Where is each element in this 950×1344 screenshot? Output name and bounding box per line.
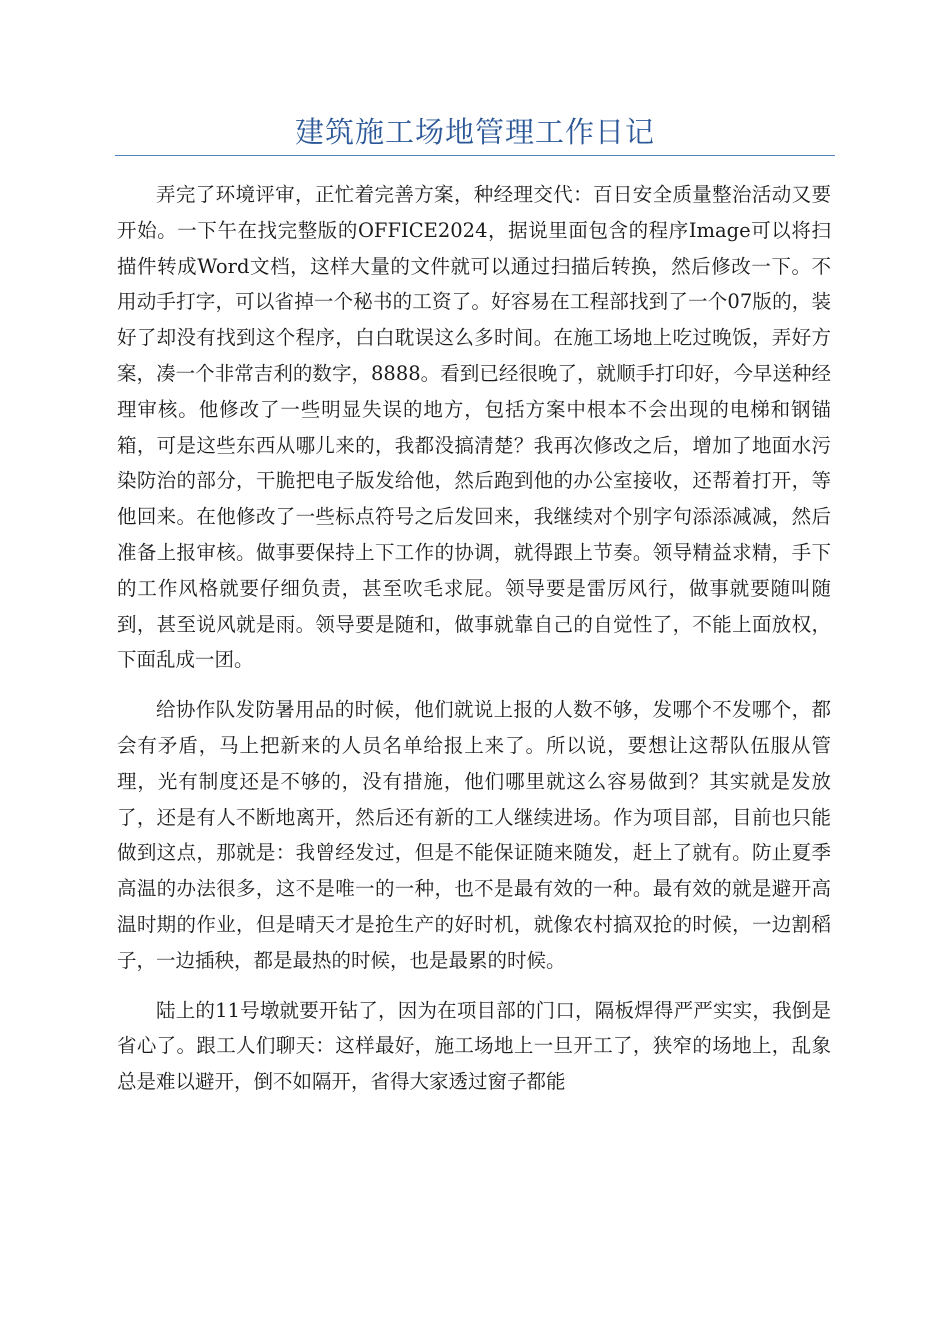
title-underline: [115, 155, 835, 156]
document-title: 建筑施工场地管理工作日记: [294, 115, 655, 149]
document-body: [117, 177, 831, 1114]
paragraph-3: 陆上的11号墩就要开钻了，因为在项目部的门口，隔板焊得严严实实，我倒是省心了。跟工人们聊天：这样最好，施工场地上一旦开工了，狭窄的场地上，乱象总是难以避开，倒不如隔开，省得大家透过窗子都能: [117, 998, 831, 1094]
paragraph-2: 给协作队发防暑用品的时候，他们就说上报的人数不够，发哪个不发哪个，都会有矛盾，马上把新来的人员名单给报上来了。所以说，要想让这帮队伍服从管理，光有制度还是不够的，没有措施，他们哪里就这么容易做到？其实就是发放了，还是有人不断地离开，然后还有新的工人继续进场。作为项目部，目前也只能做到这点，那就是：我曾经发过，但是不能保证随来随发，赶上了就有。防止夏季高温的办法很多，这不是唯一的一种，也不是最有效的一种。最有效的就是避开高温时期的作业，但是晴天才是抢生产的好时机，就像农村搞双抢的时候，一边割稻子，一边插秧，都是最热的时候，也是最累的时候。: [117, 698, 831, 972]
paragraph-1: 弄完了环境评审，正忙着完善方案，种经理交代：百日安全质量整治活动又要开始。一下午在找完整版的OFFICE2024，据说里面包含的程序Image可以将扫描件转成Word文档，这样大量的文件就可以通过扫描后转换，然后修改一下。不用动手打字，可以省掉一个秘书的工资了。好容易在工程部找到了一个07版的，装好了却没有找到这个程序，白白耽误这么多时间。在施工场地上吃过晚饭，弄好方案，凑一个非常吉利的数字，8888。看到已经很晚了，就顺手打印好，今早送种经理审核。他修改了一些明显失误的地方，包括方案中根本不会出现的电梯和钢锚箱，可是这些东西从哪儿来的，我都没搞清楚？我再次修改之后，增加了地面水污染防治的部分，干脆把电子版发给他，然后跑到他的办公室接收，还帮着打开，等他回来。在他修改了一些标点符号之后发回来，我继续对个别字句添添减减，然后准备上报审核。做事要保持上下工作的协调，就得跟上节奏。领导精益求精，手下的工作风格就要仔细负责，甚至吹毛求屁。领导要是雷厉风行，做事就要随叫随到，甚至说风就是雨。领导要是随和，做事就靠自己的自觉性了，不能上面放权，下面乱成一团。: [117, 183, 831, 672]
